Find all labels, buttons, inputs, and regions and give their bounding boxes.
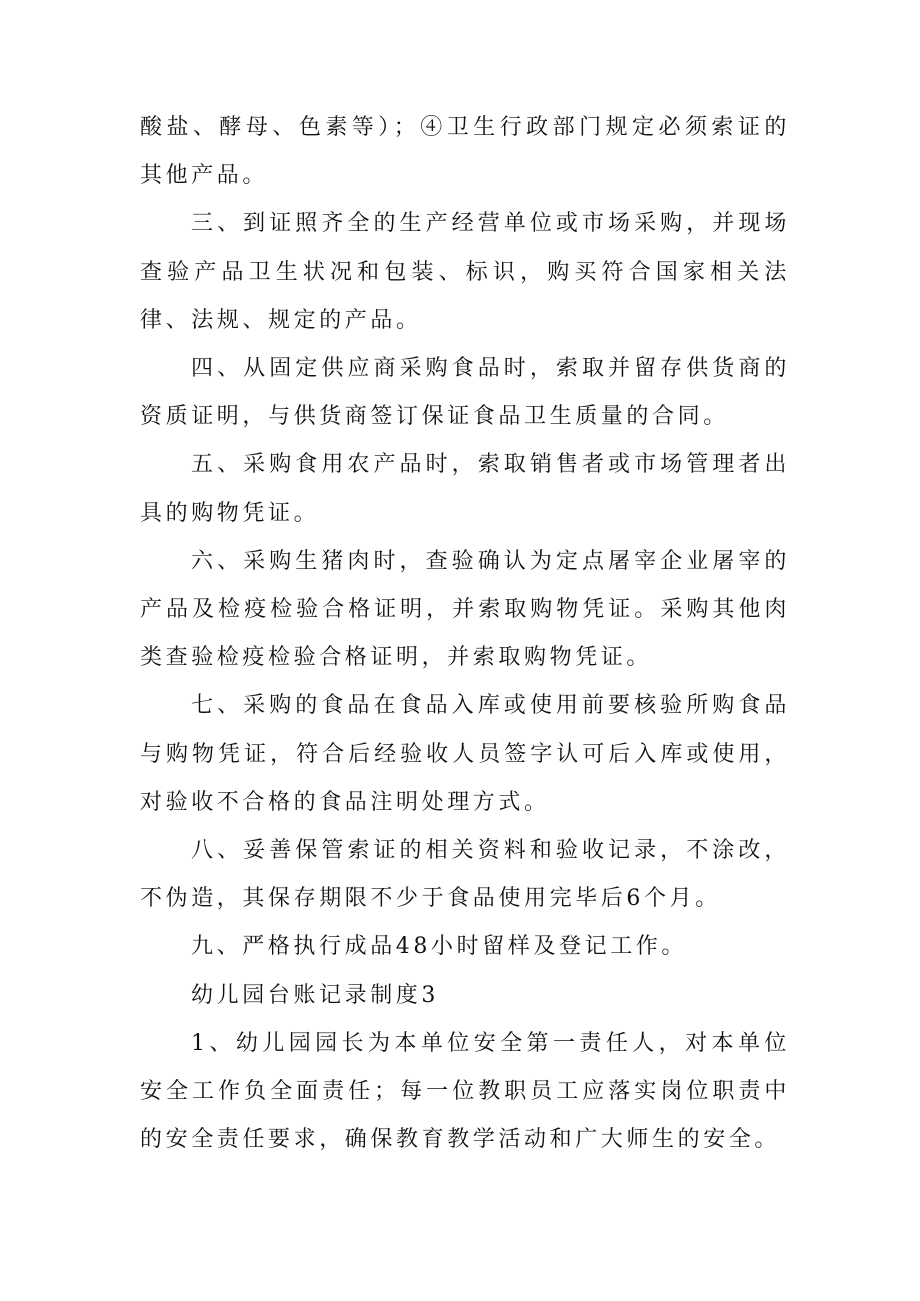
paragraph-item-6: 六、采购生猪肉时，查验确认为定点屠宰企业屠宰的产品及检疫检验合格证明，并索取购物凭证。采购其他肉类查验检疫检验合格证明，并索取购物凭证。 bbox=[140, 548, 790, 671]
paragraph-item-3: 三、到证照齐全的生产经营单位或市场采购，并现场查验产品卫生状况和包装、标识，购买符合国家相关法律、法规、规定的产品。 bbox=[140, 211, 790, 333]
paragraph-section-item-1: 1、幼儿园园长为本单位安全第一责任人，对本单位安全工作负全面责任；每一位教职员工应落实岗位职责中的安全责任要求，确保教育教学活动和广大师生的安全。 bbox=[140, 1030, 790, 1153]
paragraph-continuation: 酸盐、酵母、色素等）；④卫生行政部门规定必须索证的其他产品。 bbox=[140, 115, 790, 189]
paragraph-item-5: 五、采购食用农产品时，索取销售者或市场管理者出具的购物凭证。 bbox=[140, 452, 790, 526]
paragraph-item-7: 七、采购的食品在食品入库或使用前要核验所购食品与购物凭证，符合后经验收人员签字认可后入库或使用，对验收不合格的食品注明处理方式。 bbox=[140, 693, 790, 815]
section-heading: 幼儿园台账记录制度3 bbox=[191, 982, 439, 1008]
paragraph-item-4: 四、从固定供应商采购食品时，索取并留存供货商的资质证明，与供货商签订保证食品卫生质量的合同。 bbox=[140, 356, 790, 430]
document-body bbox=[140, 104, 790, 1164]
paragraph-item-9: 九、严格执行成品48小时留样及登记工作。 bbox=[191, 934, 687, 960]
paragraph-item-8: 八、妥善保管索证的相关资料和验收记录，不涂改，不伪造，其保存期限不少于食品使用完毕后6个月。 bbox=[140, 838, 790, 912]
